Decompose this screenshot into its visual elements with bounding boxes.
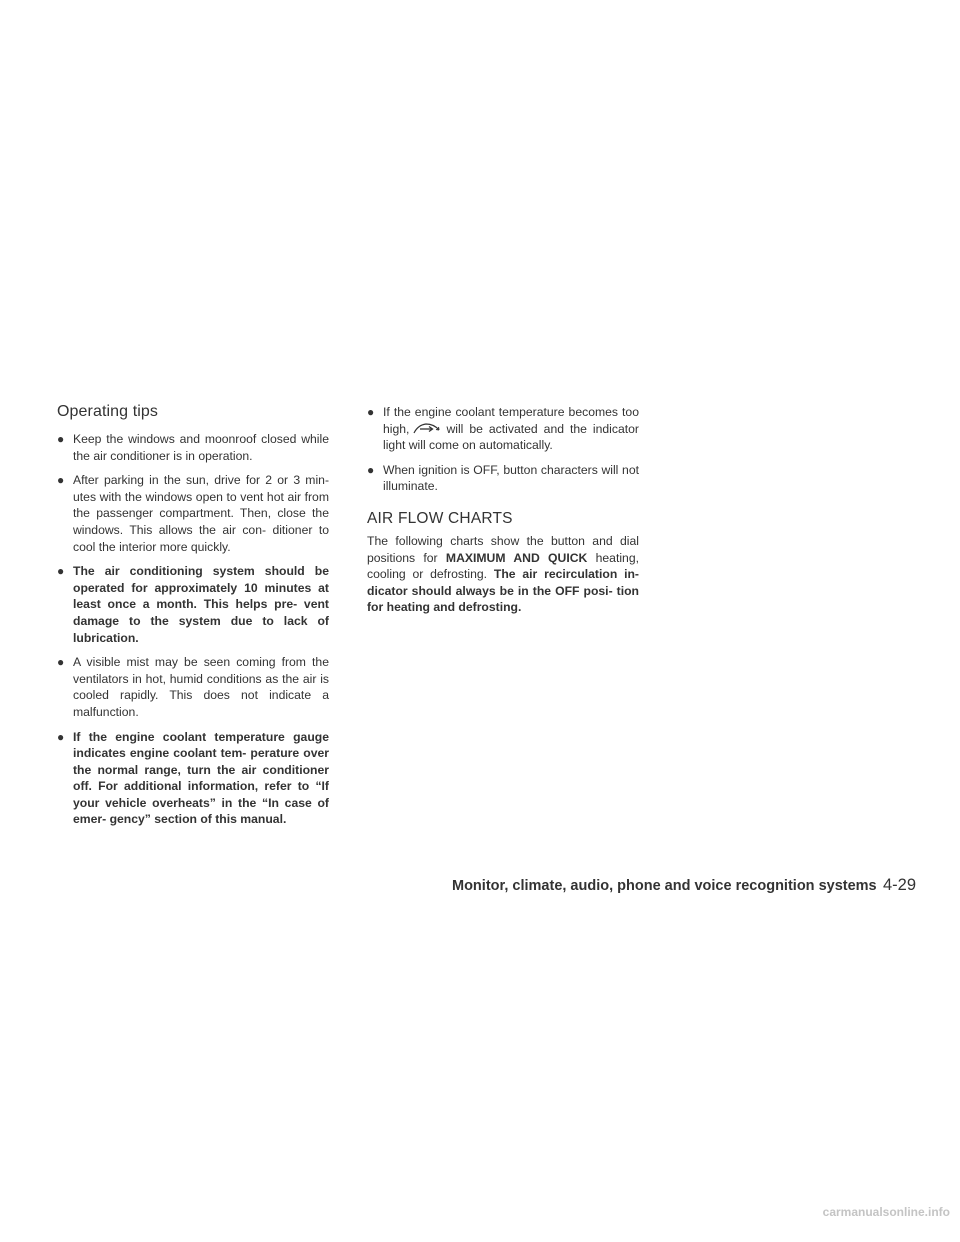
list-item-text: After parking in the sun, drive for 2 or 3 min- utes with the windows open to vent hot air from the passenger compartment. Then, close the windows. This allows the air con- ditioner to cool the interior more quickly.: [73, 473, 329, 554]
right-column: [367, 404, 639, 616]
list-item-text: Keep the windows and moonroof closed while the air conditioner is in operation.: [73, 432, 329, 463]
left-column: [57, 402, 329, 836]
list-item: [57, 563, 329, 646]
coolant-ignition-list: [367, 404, 639, 495]
footer-section-title: Monitor, climate, audio, phone and voice recognition systems: [452, 878, 877, 894]
coolant-text-after: will be activated and the indicator light will come on automatically.: [383, 421, 639, 453]
para-bold-text: The air recirculation in- dicator should always be in the OFF posi- tion for heating and defrosting.: [367, 567, 639, 615]
bullet-icon: ●: [57, 729, 65, 744]
para-text: The following charts show the button and dial positions for: [367, 533, 639, 565]
list-item-text: When ignition is OFF, button characters will not illuminate.: [383, 462, 639, 494]
operating-tips-heading: Operating tips: [57, 403, 159, 420]
bullet-icon: ●: [57, 432, 65, 446]
coolant-text-before: If the engine coolant temperature becomes too high,: [383, 405, 639, 436]
list-item: [57, 472, 329, 555]
air-flow-charts-heading: AIR FLOW CHARTS: [367, 509, 513, 527]
para-text: heating, cooling or defrosting.: [367, 550, 639, 582]
bullet-icon: ●: [367, 405, 375, 419]
list-item-text: If the engine coolant temperature gauge indicates engine coolant tem- perature over the normal range, turn the air conditioner off. For additional information, refer to “If your vehicle overheats” in the “In case of emer- gency” section of this manual.: [73, 729, 329, 827]
outside-air-intake-icon: [412, 421, 442, 435]
page-footer: [452, 876, 917, 898]
list-item-text: A visible mist may be seen coming from the ventilators in hot, humid conditions as the air is cooled rapidly. This does not indicate a malfunction.: [73, 655, 329, 719]
page-number: 4-29: [883, 876, 917, 894]
list-item: [57, 431, 329, 464]
list-item: [367, 404, 639, 454]
para-bold-text: MAXIMUM AND QUICK: [445, 550, 588, 565]
watermark: carmanualsonline.info: [822, 1205, 950, 1219]
operating-tips-list: [57, 431, 329, 828]
list-item: [367, 462, 639, 495]
list-item-text: The air conditioning system should be operated for approximately 10 minutes at least once a month. This helps pre- vent damage to the system due to lack of lubrication.: [73, 564, 329, 645]
bullet-icon: ●: [57, 473, 65, 488]
bullet-icon: ●: [57, 564, 65, 579]
list-item: [57, 729, 329, 829]
bullet-icon: ●: [367, 462, 375, 477]
air-flow-charts-paragraph: [367, 533, 639, 616]
list-item: [57, 654, 329, 720]
bullet-icon: ●: [57, 655, 65, 670]
